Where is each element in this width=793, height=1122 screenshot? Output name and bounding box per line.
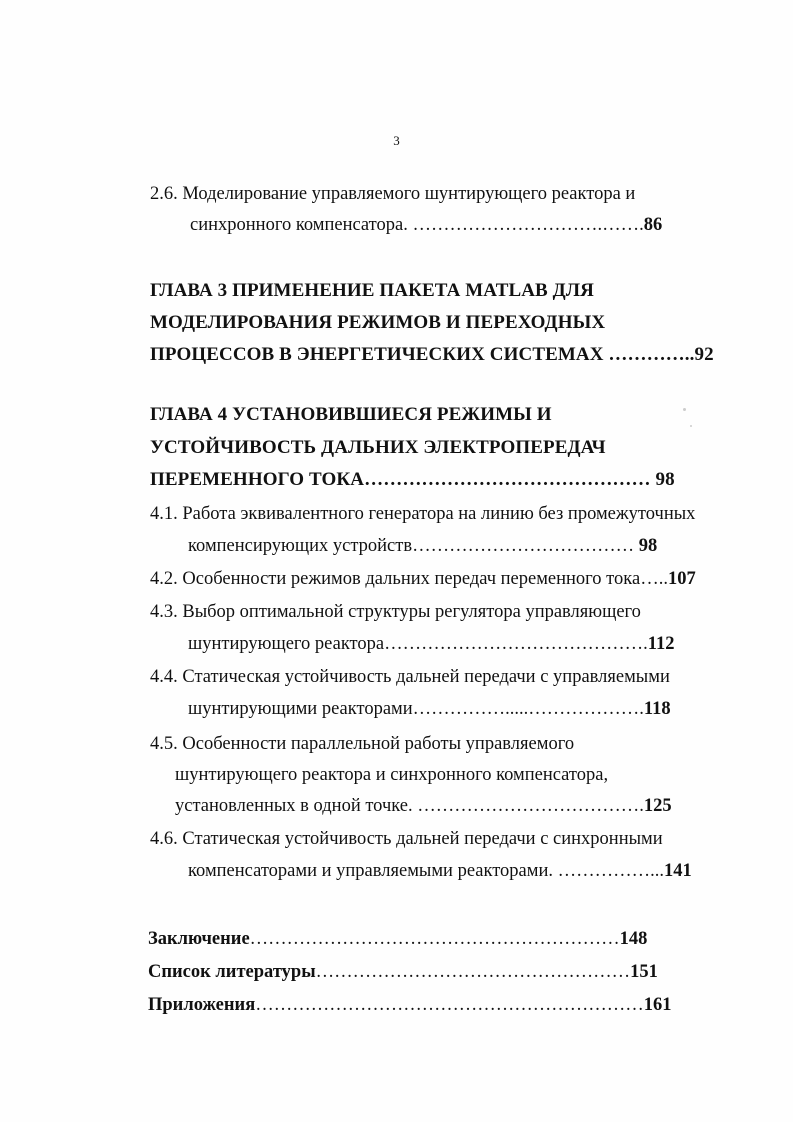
toc-entry-4-4-page: 118: [643, 699, 671, 719]
toc-entry-4-6-line2: [188, 860, 692, 882]
toc-entry-4-5-page: 125: [643, 796, 672, 816]
toc-entry-4-6-line1: 4.6. Статическая устойчивость дальней передачи с синхронными: [150, 829, 663, 849]
toc-entry-4-1-line1: 4.1. Работа эквивалентного генератора на линию без промежуточных: [150, 504, 696, 524]
toc-entry-2-6-line1: 2.6. Моделирование управляемого шунтирующего реактора и: [150, 184, 636, 204]
chapter-4-page: 98: [655, 469, 675, 490]
toc-appendices-page: 161: [643, 995, 672, 1015]
chapter-4-heading-line2: УСТОЙЧИВОСТЬ ДАЛЬНИХ ЭЛЕКТРОПЕРЕДАЧ: [150, 437, 606, 458]
toc-entry-4-2-text: 4.2. Особенности режимов дальних передач переменного тока…..: [150, 569, 668, 589]
chapter-3-heading-text: ПРОЦЕССОВ В ЭНЕРГЕТИЧЕСКИХ СИСТЕМАХ …………..: [150, 344, 695, 365]
page-number: 3: [393, 133, 400, 148]
toc-entry-4-4-text: шунтирующими реакторами…………….....……………….: [188, 699, 644, 719]
toc-entry-4-3-page: 112: [647, 634, 675, 654]
toc-entry-4-6-text: компенсаторами и управляемыми реакторами. ……………...: [188, 861, 664, 881]
toc-entry-4-5-text: установленных в одной точке. ……………………………….: [175, 796, 644, 816]
chapter-4-heading-line1: ГЛАВА 4 УСТАНОВИВШИЕСЯ РЕЖИМЫ И: [150, 404, 552, 425]
toc-entry-4-3-line1: 4.3. Выбор оптимальной структуры регулятора управляющего: [150, 602, 641, 622]
chapter-3-page: 92: [694, 344, 714, 365]
toc-references-label: Список литературы: [148, 962, 316, 982]
toc-entry-4-2-line1: [150, 568, 696, 590]
chapter-3-heading-line3: [150, 344, 714, 366]
toc-references-page: 151: [630, 962, 658, 982]
toc-entry-4-3-line2: [188, 633, 674, 655]
toc-entry-4-6-page: 141: [664, 861, 692, 881]
toc-entry-2-6-page: 86: [643, 215, 663, 235]
toc-entry-4-5-line1: 4.5. Особенности параллельной работы управляемого: [150, 734, 575, 754]
toc-appendices-label: Приложения: [148, 995, 256, 1015]
chapter-4-heading-line3: [150, 469, 675, 491]
toc-conclusion-dots: ……………………………………………………: [249, 929, 620, 949]
chapter-3-heading-line1: ГЛАВА 3 ПРИМЕНЕНИЕ ПАКЕТА MATLAB ДЛЯ: [150, 280, 594, 301]
toc-entry-2-6-text: синхронного компенсатора. ………………………….…….: [190, 215, 644, 235]
toc-entry-2-6-line2: [190, 214, 662, 236]
toc-entry-4-3-text: шунтирующего реактора…………………………………….: [188, 634, 648, 654]
scan-speck: [690, 425, 692, 427]
toc-appendices: [148, 994, 671, 1016]
toc-references-dots: ……………………………………………: [315, 962, 631, 982]
toc-entry-4-5-line3: [175, 795, 672, 817]
toc-entry-4-4-line1: 4.4. Статическая устойчивость дальней передачи с управляемыми: [150, 667, 670, 687]
chapter-3-heading-line2: МОДЕЛИРОВАНИЯ РЕЖИМОВ И ПЕРЕХОДНЫХ: [150, 312, 606, 333]
toc-conclusion-label: Заключение: [148, 929, 250, 949]
toc-entry-4-5-line2: шунтирующего реактора и синхронного компенсатора,: [175, 765, 609, 785]
toc-entry-4-1-page: 98: [638, 536, 658, 556]
scan-speck: [683, 408, 686, 411]
toc-conclusion-page: 148: [619, 929, 648, 949]
toc-entry-4-4-line2: [188, 698, 671, 720]
chapter-4-heading-text: ПЕРЕМЕННОГО ТОКА………………………………………: [150, 469, 651, 490]
toc-appendices-dots: ………………………………………………………: [255, 995, 644, 1015]
toc-references: [148, 961, 658, 983]
toc-conclusion: [148, 928, 647, 950]
toc-entry-4-2-page: 107: [667, 569, 696, 589]
toc-entry-4-1-line2: [188, 535, 657, 557]
toc-entry-4-1-text: компенсирующих устройств………………………………: [188, 536, 635, 556]
